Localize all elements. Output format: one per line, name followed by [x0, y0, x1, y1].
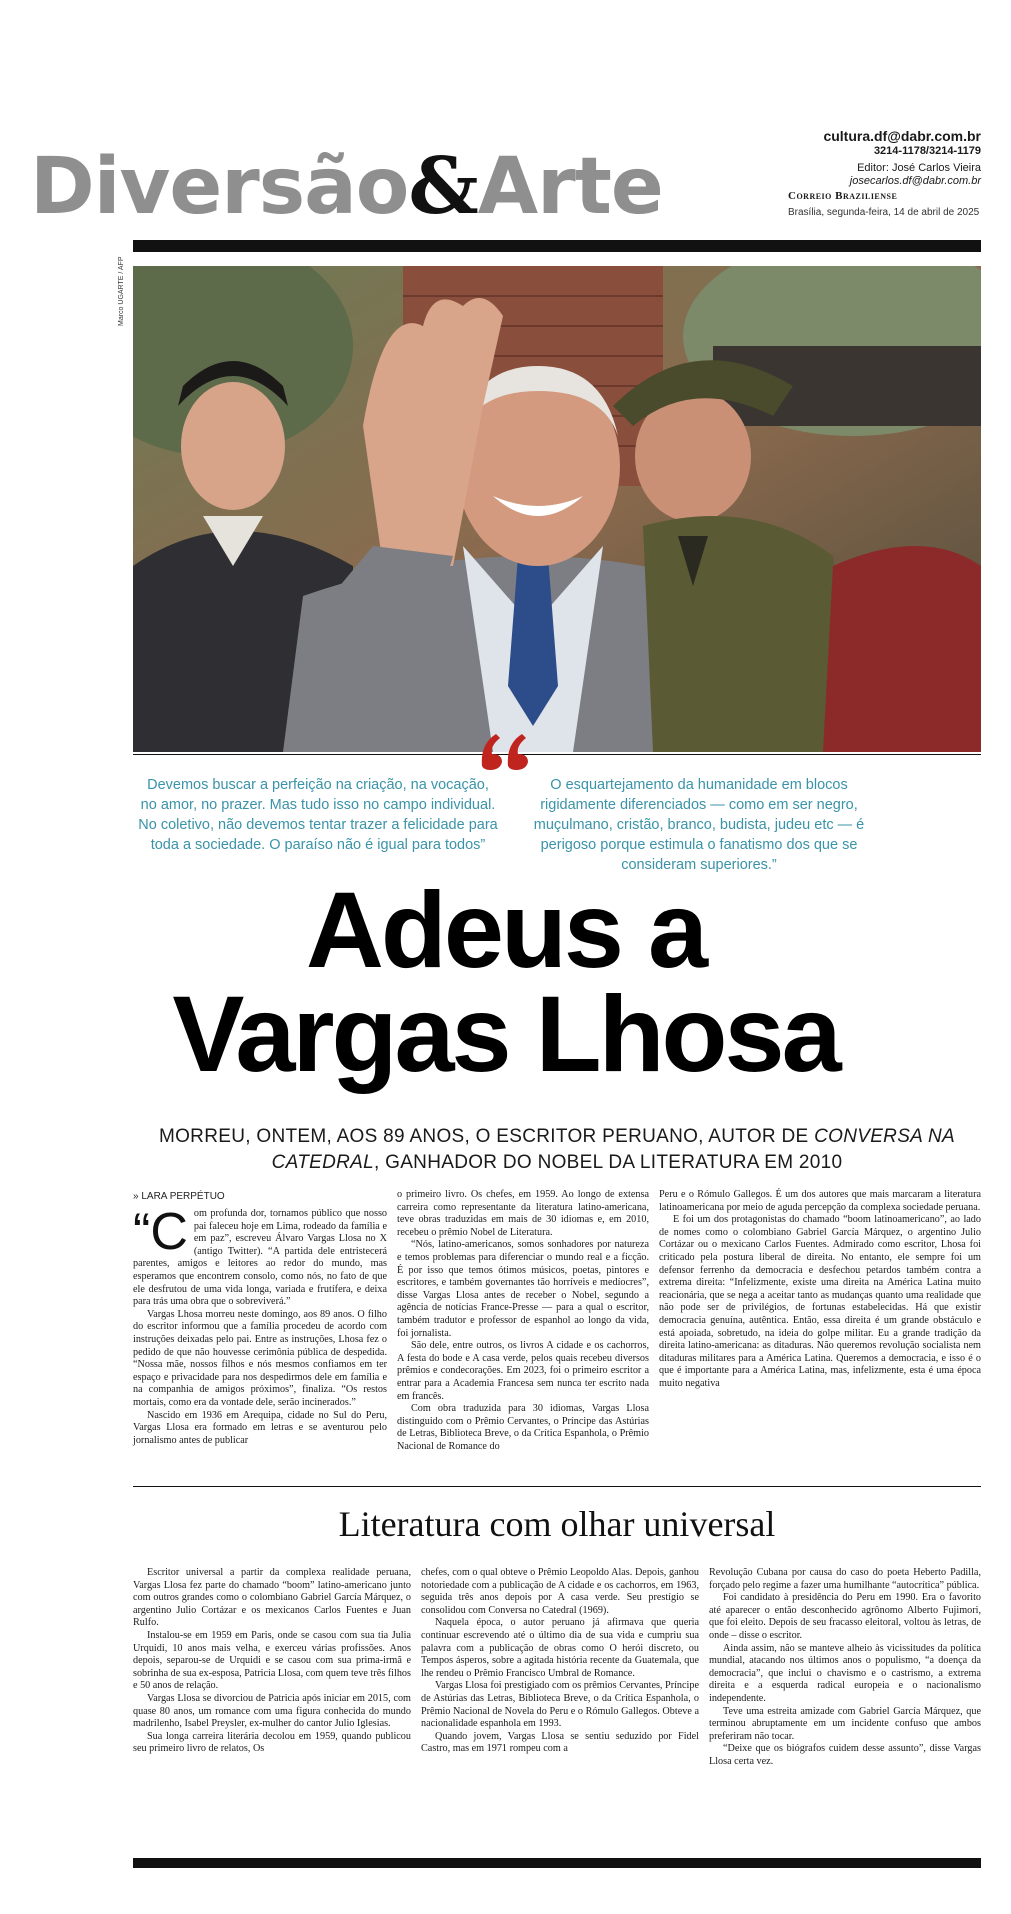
article-column-1 — [133, 1203, 387, 1447]
top-rule — [133, 240, 981, 252]
article-paragraph: om profunda dor, tornamos público que nosso pai faleceu hoje em Lima, rodeado da família e em paz”, escreveu Álvaro Vargas Llosa no X (antigo Twitter). “A partida dele entristecerá parentes, amigos e leitores ao redor do mundo, mas esperamos que encontrem consolo, como nós, no fato de que ele desfrutou de uma vida longa, variada e frutífera, e deixa para trás uma obra que o sobreviverá.” — [133, 1208, 387, 1308]
subheadline — [133, 1124, 981, 1176]
subheadline-title: CONVERSA NA CATEDRAL — [271, 1126, 956, 1173]
sub-article-paragraph: Escritor universal a partir da complexa realidade peruana, Vargas Llosa fez parte do chamado “boom” latino-americano junto com outros grandes como o colombiano Gabriel García Márquez, o argentino Julio Cortázar e os mexicanos Carlos Fuentes e Juan Rulfo. — [133, 1567, 411, 1629]
sub-article-paragraph: Instalou-se em 1959 em Paris, onde se casou com sua tia Julia Urquidi, 10 anos mais velha, e exerceu várias profissões. Anos depois, separou-se de Urquidi e se casou com sua prima-irmã e sobrinha de sua ex-esposa, Patricia Llosa, com quem teve três filhos e 50 anos de relação. — [133, 1629, 411, 1692]
article-paragraph: o primeiro livro. Os chefes, em 1959. Ao longo de extensa carreira como representante da literatura latino-americana, teve obras traduzidas em mais de 30 idiomas e, em 2010, recebeu o prêmio Nobel de Literatura. — [397, 1189, 649, 1238]
byline: » LARA PERPÉTUO — [133, 1191, 225, 1202]
section-title-word2: Arte — [477, 142, 663, 232]
headline-line1: Adeus a — [305, 869, 706, 990]
headline-line2: Vargas Lhosa — [172, 973, 839, 1094]
section-email[interactable]: cultura.df@dabr.com.br — [823, 128, 981, 144]
sub-article-paragraph: “Deixe que os biógrafos cuidem desse assunto”, disse Vargas Llosa certa vez. — [709, 1743, 981, 1767]
subheadline-part1: MORREU, ONTEM, AOS 89 ANOS, O ESCRITOR PERUANO, AUTOR DE — [158, 1126, 815, 1147]
article-paragraph: São dele, entre outros, os livros A cidade e os cachorros, A festa do bode e A casa verde, pelos quais recebeu diversos prêmios e condecorações. Em 2023, foi o primeiro escritor a entrar para a Academia Francesa sem nunca ter escrito nada em francês. — [397, 1340, 649, 1402]
lead-photo-illustration — [133, 266, 981, 752]
sub-article-paragraph: Quando jovem, Vargas Llosa se sentiu seduzido por Fidel Castro, mas em 1971 rompeu com a — [421, 1730, 699, 1755]
drop-cap: “C — [133, 1203, 188, 1261]
section-title — [30, 141, 663, 232]
dateline: Brasília, segunda-feira, 14 de abril de 2025 — [788, 207, 980, 218]
photo-bottom-rule — [133, 754, 981, 755]
quote-mark-icon — [478, 730, 534, 770]
bottom-rule — [133, 1858, 981, 1868]
section-phones: 3214-1178/3214-1179 — [873, 145, 981, 157]
article-paragraph: E foi um dos protagonistas do chamado “boom latinoamericano”, ao lado de nomes como o colombiano Gabriel García Márquez, o argentino Julio Cortázar ou o mexicano Carlos Fuentes. Admirado como escritor, Lhosa foi criticado pela postura liberal de direita. No entanto, ele sempre foi um defensor ferrenho da democracia e desfechou petardos também contra a extrema direita: “Infelizmente, existe uma direita na América Latina muito reacionária, que se nega a aceitar tanto as mudanças quanto uma realidade que não pode ser de privilégios, de fortunas estabelecidas. Há que existir democracia genuína, autêntica. Então, essa direita é um grande obstáculo e está apoiada, sobretudo, na ideia do golpe militar. Eu a grande tradição da direita latino-americana: as ditaduras. Não queremos revolução socialista nem ditaduras militares para a América Latina. Queremos a democracia, e isso é o que é importante para a América Latina, mas, infelizmente, esta é uma época muito negativa — [659, 1214, 981, 1389]
masthead-contact — [741, 128, 981, 188]
sub-article-column-1 — [133, 1567, 411, 1756]
sub-article-paragraph: Ainda assim, não se manteve alheio às vicissitudes da política mundial, atacando nos últimos anos o populismo, “a doença da democracia”, que inclui o chavismo e o castrismo, a extrema direita e a esquerda radical europeia e o nacionalismo independente. — [709, 1642, 981, 1704]
subheadline-part2: , GANHADOR DO NOBEL DA LITERATURA EM 2010 — [373, 1152, 843, 1173]
section-title-ampersand: & — [408, 141, 478, 232]
sub-article-paragraph: Sua longa carreira literária decolou em 1959, quando publicou seu primeiro livro de relatos, Os — [133, 1730, 411, 1755]
sub-article-paragraph: Revolução Cubana por causa do caso do poeta Heberto Padilla, forçado pelo regime a fazer uma humilhante “autocrítica” pública. — [709, 1567, 981, 1591]
article-column-3 — [659, 1189, 981, 1391]
article-paragraph: Com obra traduzida para 30 idiomas, Vargas Llosa distinguido com o Prêmio Cervantes, o Príncipe das Astúrias de Letras, Biblioteca Breve, o da Crítica Espanhola, o Prêmio Nacional de Romance do — [397, 1403, 649, 1452]
sub-article-column-3 — [709, 1567, 981, 1769]
pull-quote-left: Devemos buscar a perfeição na criação, na vocação, no amor, no prazer. Mas tudo isso no campo individual. No coletivo, não devemos tentar trazer a felicidade para toda a sociedade. O paraíso não é igual para todos” — [138, 777, 498, 853]
sub-article-paragraph: Naquela época, o autor peruano já afirmava que queria continuar escrevendo até o último dia de sua vida e cumpriu sua palavra com a publicação de obras como O herói discreto, ou Tempos ásperos, sobre a agitada história recente da Guatemala, que lhe rendeu o Prêmio Francisco Umbral de Romance. — [421, 1617, 699, 1679]
pull-quote-right: O esquartejamento da humanidade em blocos rigidamente diferenciados — como em ser negro, muçulmano, cristão, branco, budista, judeu etc — é perigoso porque estimula o fanatismo dos que se consideram superiores.” — [533, 777, 865, 873]
sub-article-paragraph: Vargas Llosa foi prestigiado com os prêmios Cervantes, Príncipe de Astúrias das Letras, Biblioteca Breve, o da Crítica Espanhola, o Prêmio Nacional de Novela do Peru e o Rómulo Gallegos. Obteve a nacionalidade espanhola em 1993. — [421, 1680, 699, 1730]
editor-name: Editor: José Carlos Vieira — [857, 162, 981, 174]
article-paragraph: “Nós, latino-americanos, somos sonhadores por natureza e temos problemas para diferenciar o mundo real e a ficção. É por isso que temos ótimos músicos, poetas, pintores e escritores, e também governantes tão horríveis e medíocres”, disse Vargas Llosa antes de receber o Nobel, segundo a agência de notícias France-Presse — para a qual o escritor, também tradutor e professor de espanhol ao longo da vida, foi jornalista. — [397, 1239, 649, 1339]
sub-article-paragraph: Teve uma estreita amizade com Gabriel García Márquez, que terminou abruptamente em um incidente confuso que ambos preferiram não tocar. — [709, 1705, 981, 1742]
sub-article-column-2 — [421, 1567, 699, 1756]
sub-article-paragraph: chefes, com o qual obteve o Prêmio Leopoldo Alas. Depois, ganhou notoriedade com a publicação de A cidade e os cachorros, em 1963, seguida três anos depois por A casa verde. Seu prestígio se consolidou com Conversa no Catedral (1969). — [421, 1567, 699, 1616]
article-column-2 — [397, 1189, 649, 1453]
section-title-word1: Diversão — [30, 142, 409, 232]
editor-email[interactable]: josecarlos.df@dabr.com.br — [849, 175, 981, 187]
article-paragraph: Peru e o Rómulo Gallegos. É um dos autores que mais marcaram a literatura latinoamericana por meio de aguda percepção da complexa sociedade peruana. — [659, 1189, 981, 1213]
sub-article-paragraph: Foi candidato à presidência do Peru em 1990. Era o favorito até aparecer o então desconhecido agrônomo Alberto Fujimori, que foi eleito. Depois de seu fracasso eleitoral, voltou às letras, de onde – disse o escritor. — [709, 1592, 981, 1641]
article-paragraph: Vargas Lhosa morreu neste domingo, aos 89 anos. O filho do escritor informou que a família procedeu de acordo com instruções deixadas pelo pai. Entre as instruções, Lhosa fez o pedido de que não houvesse cerimônia pública de despedida. “Nossa mãe, nossos filhos e nós mesmos confiamos em ter espaço e privacidade para nos despedirmos dele em família e na companhia de amigos próximos”, finaliza. “Os restos mortais, como era da vontade dele, serão incinerados.” — [133, 1308, 387, 1408]
article-paragraph: Nascido em 1936 em Arequipa, cidade no Sul do Peru, Vargas Llosa era formado em letras e se aventurou pelo jornalismo antes de publicar — [133, 1409, 387, 1446]
sub-article-paragraph: Vargas Llosa se divorciou de Patricia após iniciar em 2015, com quase 80 anos, um romance com uma figura conhecida do mundo madrilenho, Isabel Preysler, ex-mulher do cantor Julio Iglesias. — [133, 1692, 411, 1730]
sub-article-title: Literatura com olhar universal — [338, 1504, 776, 1544]
section-divider — [133, 1486, 981, 1487]
newspaper-name: Correio Braziliense — [788, 190, 898, 202]
lead-photo — [133, 266, 981, 752]
photo-credit: Marco UGARTE / AFP — [118, 256, 125, 326]
headline — [100, 869, 911, 1094]
